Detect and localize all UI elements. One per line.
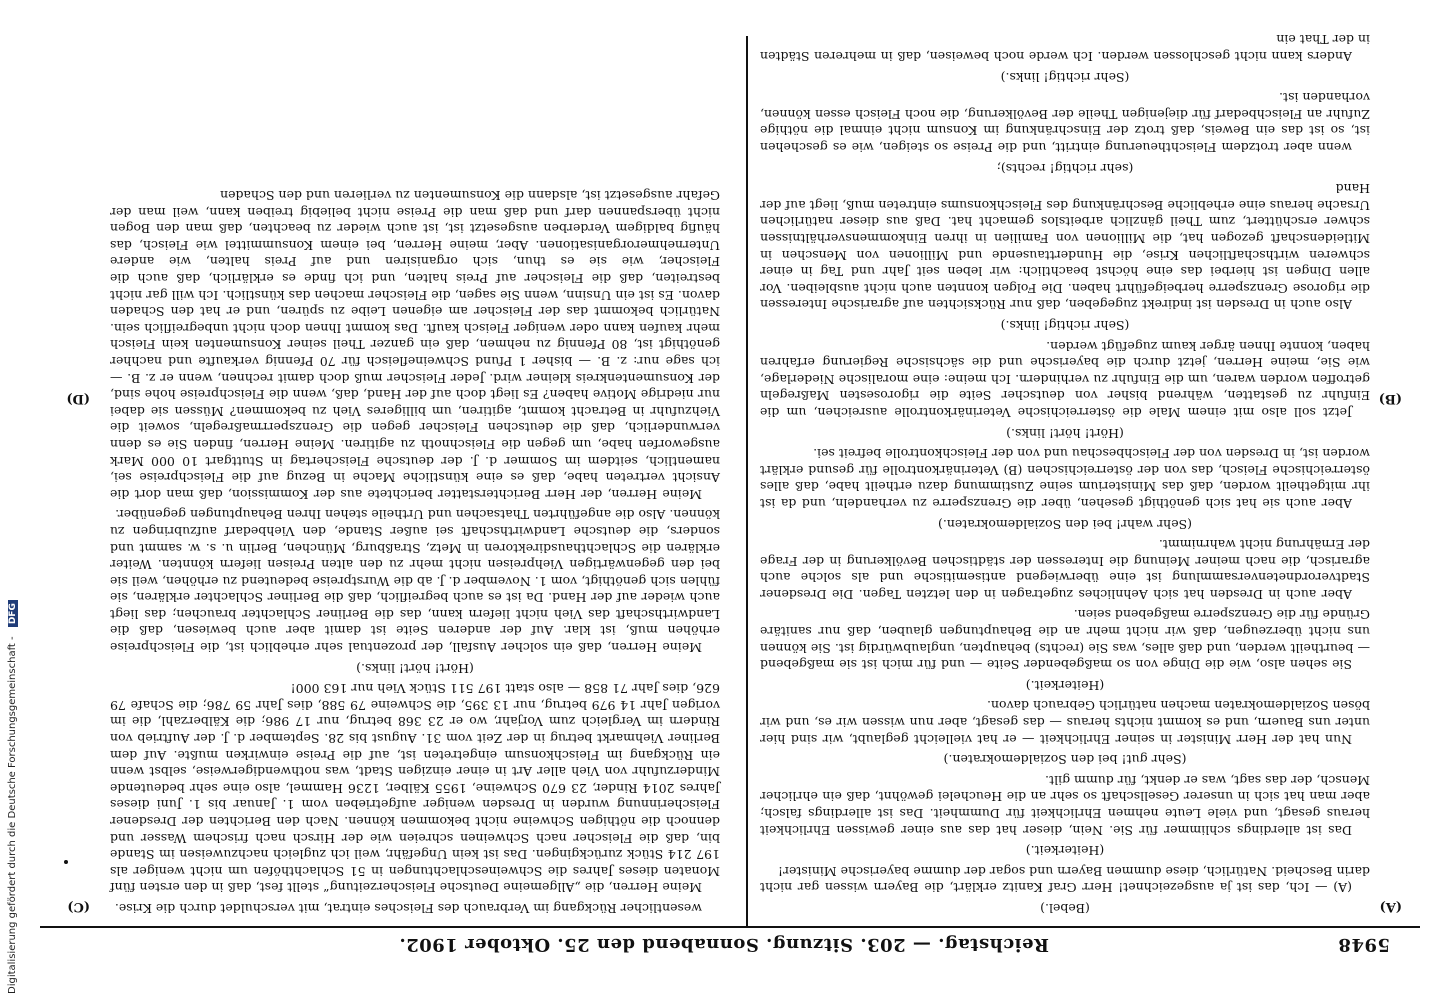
paragraph: wenn aber trotzdem Fleischtheuerung eintritt, und die Preise so steigen, wie es geschehen ist, so ist das ein Beweis, daß trotz der Einschränkung im Konsum nicht einmal die nöthige Zufuhr an Fleischbedarf für diejenigen Theile der Bevölkerung, die noch Fleisch essen können, vorhanden ist. (760, 90, 1370, 156)
interjection: (Sehr richtig! links.) (1000, 69, 1130, 85)
interjection: (Sehr wahr! bei den Sozialdemokraten.) (937, 516, 1193, 532)
dfg-logo: DFG (8, 600, 18, 627)
interjection: (sehr richtig! rechts); (996, 160, 1134, 176)
credit-text: Digitalisierung gefördert durch die Deutsche Forschungsgemeinschaft - (7, 636, 18, 994)
rotated-page-content (40, 32, 1420, 966)
page-title: Reichstag. — 203. Sitzung. Sonnabend den 25. Oktober 1902. (398, 934, 1049, 956)
page-header (70, 930, 1390, 960)
paragraph: Meine Herren, die „Allgemeine Deutsche Fleischerzeitung“ stellt fest, daß in den ersten fünf Monaten dieses Jahres die Schweineschlachtungen in 51 Schlachthöfen um nicht weniger als 197 214 Stück zurückgingen. Das ist kein Ungefähr, weil ich zugleich nachzuweisen im Stande bin, daß die Fleischer nach Schweinen schreien wie der Hirsch nach frischem Wasser und dennoch die nöthigen Schweine nicht bekommen können. Nach den Berichten der Dresdener Fleischerinnung wurden in Dresden weniger aufgetrieben vom 1. Januar bis 1. Juni dieses Jahres 2014 Rinder, 23 670 Schweine, 1955 Kälber, 1236 Hammel, also eine sehr bedeutende Minderzufuhr von Vieh aller Art in einer einzigen Stadt, was nothwendigerweise, selbst wenn ein Rückgang im Fleischkonsum eingetreten ist, auf die Preise einwirken mußte. Auf dem Berliner Viehmarkt betrug in der Zeit vom 31. August bis 28. September d. J. der Auftrieb von Rindern im Vergleich zum Vorjahr, wo er 23 368 betrug, nur 17 986; die Kälberzahl, die im vorigen Jahr 14 979 betrug, nur 13 395, die Schweine 79 588, dies Jahr 59 786; die Schafe 79 626, dies Jahr 71 858 — also statt 197 511 Stück Vieh nur 163 000! (110, 681, 720, 896)
interjection: (Hört! hört! links.) (356, 660, 474, 676)
paragraph: Meine Herren, daß ein solcher Ausfall, der prozentual sehr erheblich ist, die Fleischpreise erhöhen muß, ist klar. Auf der anderen Seite ist damit aber auch bewiesen, daß die Landwirthschaft das Vieh nicht liefern kann, das die Berliner Schlachter brauchen; das liegt auch wieder auf der Hand. Da ist es auch begreiflich, daß die Berliner Schlachter erklären, sie fühlen sich genöthigt, vom 1. November d. J. ab die Wurstpreise bedeutend zu erhöhen, weil sie bei den gegenwärtigen Viehpreisen nicht mehr zu den alten Preisen liefern könnten. Weiter erklären die Schlachthausdirektoren in Metz, Straßburg, München, Berlin u. s. w. sammt und sonders, die deutsche Landwirthschaft sei außer Stande, den Viehbedarf aufzubringen zu können. Also die angeführten Thatsachen und Urtheile stehen Ihren Behauptungen gegenüber. (110, 507, 720, 656)
paragraph: Anders kann nicht geschlossen werden. Ich werde noch beweisen, daß in mehreren Städten in der That ein (760, 32, 1370, 65)
paragraph: Aber auch sie hat sich genöthigt gesehen, über die Grenzsperre zu verhandeln, und da ist ihr mitgetheilt worden, daß das Ministerium seine Zustimmung dazu ertheilt habe, daß alles österreichische Fleisch, das von der österreichischen (B) Veterinärkontrolle für gesund erklärt worden ist, in Dresden von der Fleischbeschau und von der Fleischkontrolle befreit sei. (760, 446, 1370, 511)
paragraph: Das ist allerdings schlimmer für Sie. Nein, dieser hat das aus einer gewissen Ehrlichkeit heraus gesagt, und viele Leute nehmen Ehrlichkeit für Dummheit. Das ist allerdings falsch; aber man hat sich in unserer Gesellschaft so sehr an die Heuchelei gewöhnt, daß ein ehrlicher Mensch, der das sagt, was er denkt, für dumm gilt. (760, 772, 1370, 838)
left-column (760, 32, 1370, 916)
paragraph: Also auch in Dresden ist indirekt zugegeben, daß nur Rücksichten auf agrarische Interessen die rigorose Grenzsperre herbeigeführt haben. Die Folgen konnten auch nicht ausbleiben. Vor allen Dingen ist hierbei das eine höchst beachtlich: wir leben seit Jahr und Tag in einer schweren wirthschaftlichen Krise, die Hunderttausende und Millionen von Menschen in Mitleidenschaft gezogen hat, die Millionen von Familien in ihren Einkommensverhältnissen schwer erschüttert, zum Theil gänzlich arbeitslos gemacht hat. Daß aus dieser natürlichen Ursache heraus eine erhebliche Beschränkung des Fleischkonsums eintreten muß, liegt auf der Hand (760, 181, 1370, 313)
right-column (110, 46, 720, 916)
header-rule (40, 926, 1420, 928)
paragraph: Jetzt soll also mit einem Male die österreichische Veterinärkontrolle ausreichen, um die Einfuhr zu gestatten, während bisher von deutscher Seite die rigorosesten Maßregeln getroffen worden waren, um die Einfuhr zu verhindern. Ich meine: eine moralische Niederlage, wie Sie, meine Herren, jetzt durch die bayerische und die sächsische Regierung erfahren haben, konnte Ihnen ärger kaum zugefügt werden. (760, 338, 1370, 420)
interjection: (Sehr gut! bei den Sozialdemokraten.) (943, 752, 1187, 768)
interjection: (Bebel.) (1040, 901, 1090, 916)
interjection: (Hört! hört! links.) (1006, 425, 1124, 441)
interjection: (Heiterkeit.) (1025, 843, 1105, 859)
paragraph: (A) — Ich, das ist ja ausgezeichnet! Herr Graf Kanitz erklärt, die Bayern wissen gar nicht darin Bescheid. Natürlich, diese dummen Bayern und sogar der dumme bayerische Minister! (760, 863, 1370, 896)
scan-speck (64, 860, 68, 864)
margin-mark-a: (A) (1379, 899, 1402, 914)
paragraph: wesentlicher Rückgang im Verbrauch des Fleisches eintrat, mit verschuldet durch die Krise. (114, 901, 702, 916)
interjection: (Heiterkeit.) (1025, 677, 1105, 693)
scanned-page (40, 32, 1420, 966)
paragraph: Aber auch in Dresden hat sich Aehnliches zugetragen in den letzten Tagen. Die Dresdener Stadtverordnetenversammlung ist eine überwiegend antisemitische und als solche auch agrarisch, die nach meiner Meinung die Interessen der städtischen Bevölkerung in der Frage der Ernährung nicht wahrnimmt. (760, 537, 1370, 602)
credit-text-wrap (7, 0, 18, 994)
paragraph: Sie sehen also, wie die Dinge von so maßgebender Seite — und für mich ist sie maßgebend — beurtheilt werden, und daß alles, was Sie (rechts) behaupten, unglaubwürdig ist. Sie können uns nicht überzeugen, daß wir nicht mehr an die Behauptungen glauben, daß nur sanitäre Gründe für die Grenzsperre maßgebend seien. (760, 607, 1370, 673)
interjection: (Sehr richtig! links.) (1000, 318, 1130, 333)
paragraph: Nun hat der Herr Minister in seiner Ehrlichkeit — er hat vielleicht geglaubt, wir sind hier unter uns Bauern, und es kommt nichts heraus — das gesagt, aber nun wissen wir es, und wir bösen Sozialdemokraten machen natürlich Gebrauch davon. (760, 698, 1370, 747)
column-divider (746, 36, 748, 926)
digitisation-credit (0, 0, 22, 1000)
margin-mark-d: (D) (66, 391, 90, 406)
page-number: 5948 (1337, 934, 1390, 956)
paragraph: Meine Herren, der Herr Berichterstatter berichtete aus der Kommission, daß man dort die Ansicht vertreten habe, daß es eine künstliche Mache in Bezug auf die Fleischpreise sei, namentlich, seitdem im Sommer d. J. der deutsche Fleischertag in Stuttgart 10 000 Mark ausgeworfen habe, um gegen die Fleischnoth zu agitiren. Meine Herren, finden Sie es denn verwunderlich, daß die deutschen Fleischer gegen die Grenzsperrmaßregeln, soweit die Viehzufuhr in Betracht kommt, agitiren, um billigeres Vieh zu bekommen? Müssen sie dabei nur niedrige Motive haben? Es liegt doch auf der Hand, daß, wenn die Fleischpreise hohe sind, der Konsumentenkreis kleiner wird. Jeder Fleischer muß doch damit rechnen, wenn er z. B. — ich sage nur: z. B. — bisher 1 Pfund Schweinefleisch für 70 Pfennig verkaufte und nachher genöthigt ist, 80 Pfennig zu nehmen, daß ein ganzer Theil seiner Konsumenten kein Fleisch mehr kaufen kann oder weniger Fleisch kauft. Das kommt Ihnen doch nicht unbegreiflich sein. Natürlich bekommt das der Fleischer am eigenen Leibe zu spüren, und er hat den Schaden davon. Es ist ein Unsinn, wenn Sie sagen, die Fleischer machen das künstlich. Ich will gar nicht bestreiten, daß die Fleischer auf Preis halten, und ich finde es erklärlich, daß auch die Fleischer, wie sie es thun, sich organisiren und auf Preis halten, wie andere Unternehmerorganisationen. Aber, meine Herren, bei einem Konsummittel wie Fleisch, das häufig baldigem Verderben ausgesetzt ist, ist auch wieder zu beachten, daß man den Bogen nicht überspannen darf und daß man die Preise nicht beliebig treiben kann, weil man der Gefahr ausgesetzt ist, alsdann die Konsumenten zu verlieren und den Schaden (110, 188, 720, 502)
margin-mark-c: (C) (67, 899, 90, 914)
margin-mark-b: (B) (1378, 391, 1402, 406)
